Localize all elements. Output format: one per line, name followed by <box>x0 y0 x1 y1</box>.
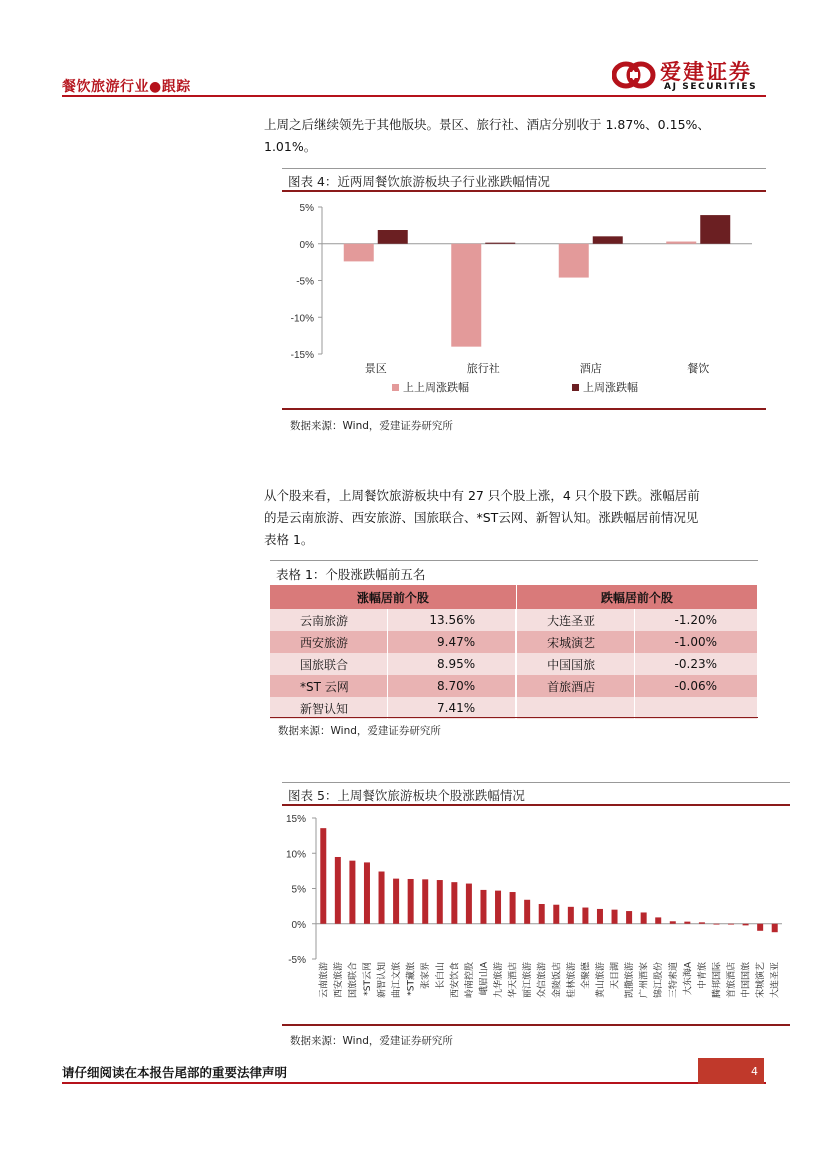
down-value: -0.06% <box>634 675 757 697</box>
bar <box>728 924 734 925</box>
figure5-top-rule <box>282 782 790 783</box>
category-label: 腾邦国际 <box>712 962 723 999</box>
category-label: 宋城演艺 <box>756 962 767 999</box>
category-label: 峨眉山A <box>479 962 490 996</box>
up-value: 8.95% <box>388 653 516 675</box>
figure5-source: 数据来源：Wind，爱建证券研究所 <box>290 1035 453 1047</box>
paragraph-2-line-3: 表格 1。 <box>264 532 314 547</box>
bar <box>485 243 515 244</box>
table1-bottom-rule <box>270 717 758 718</box>
category-label: *ST云网 <box>362 962 373 996</box>
figure5-title-rule <box>282 804 790 806</box>
category-label: 国旅联合 <box>348 962 359 999</box>
y-tick-label: -5% <box>296 276 314 288</box>
bar <box>772 924 778 932</box>
y-tick-label: 0% <box>291 919 306 931</box>
category-label: 九华旅游 <box>494 962 505 999</box>
legend-swatch <box>392 384 399 391</box>
bar <box>626 911 632 924</box>
category-label: 餐饮 <box>687 362 710 375</box>
category-label: 酒店 <box>579 362 602 375</box>
down-value: -1.00% <box>634 631 757 653</box>
up-name: 云南旅游 <box>270 609 388 631</box>
bar <box>320 828 326 924</box>
legal-disclaimer: 请仔细阅读在本报告尾部的重要法律声明 <box>62 1065 288 1080</box>
down-value <box>634 697 757 719</box>
category-label: 锦江股份 <box>654 962 665 999</box>
up-value: 13.56% <box>388 609 516 631</box>
paragraph-2-line-1: 从个股来看，上周餐饮旅游板块中有 27 只个股上涨，4 只个股下跌。涨幅居前 <box>264 488 700 503</box>
bar <box>495 891 501 924</box>
bar <box>466 884 472 924</box>
figure4-top-rule <box>282 168 766 169</box>
logo-text-cn: 爱建证券 <box>660 59 752 84</box>
page-number-badge <box>698 1058 764 1084</box>
category-label: 张家界 <box>421 962 432 990</box>
category-label: 云南旅游 <box>319 962 330 999</box>
table1-top-rule <box>270 560 758 561</box>
legend-label: 上周涨跌幅 <box>583 381 638 394</box>
figure4-title-rule <box>282 190 766 192</box>
paragraph-2 <box>264 485 768 551</box>
category-label: 广州酒家 <box>639 962 650 999</box>
figure4-chart <box>282 194 766 404</box>
header-rule <box>62 95 766 97</box>
y-tick-label: -15% <box>290 350 314 361</box>
paragraph-1-line-1: 上周之后继续领先于其他版块。景区、旅行社、酒店分别收于 1.87%、0.15%、 <box>264 117 710 132</box>
category-label: 新智认知 <box>377 962 388 999</box>
bar <box>378 230 408 244</box>
bar <box>422 879 428 923</box>
bar <box>539 904 545 924</box>
category-label: 长白山 <box>435 962 446 990</box>
category-label: 天目湖 <box>610 962 621 990</box>
bar <box>612 910 618 924</box>
down-name: 宋城演艺 <box>516 631 634 653</box>
paragraph-2-line-2: 的是云南旅游、西安旅游、国旅联合、*ST云网、新智认知。涨跌幅居前情况见 <box>264 510 699 525</box>
figure4-source: 数据来源：Wind，爱建证券研究所 <box>290 420 453 432</box>
page-number: 4 <box>751 1065 758 1078</box>
bar <box>451 244 481 347</box>
up-value: 8.70% <box>388 675 516 697</box>
table-row <box>270 653 758 675</box>
category-label: 三特索道 <box>668 962 679 999</box>
bar <box>568 907 574 924</box>
category-label: 黄山旅游 <box>595 962 606 999</box>
category-label: 大连圣亚 <box>770 962 781 999</box>
footer-rule <box>62 1082 766 1084</box>
paragraph-1-line-2: 1.01%。 <box>264 139 317 154</box>
bar <box>597 909 603 924</box>
bar <box>713 924 719 925</box>
category-label: 岭南控股 <box>464 962 475 999</box>
y-tick-label: -5% <box>288 955 306 966</box>
category-label: 金陵饭店 <box>552 962 563 999</box>
category-label: 大东海A <box>683 962 694 996</box>
y-tick-label: 5% <box>299 203 314 214</box>
category-label: 桂林旅游 <box>566 962 577 999</box>
table-row <box>270 697 758 719</box>
up-value: 9.47% <box>388 631 516 653</box>
category-label: 中国国旅 <box>741 962 752 999</box>
table1-header-down: 跌幅居前个股 <box>516 585 757 609</box>
bar <box>335 857 341 924</box>
y-tick-label: 15% <box>285 814 306 825</box>
down-name: 大连圣亚 <box>516 609 634 631</box>
y-tick-label: 5% <box>291 884 306 896</box>
y-tick-label: -10% <box>290 313 314 325</box>
logo-text-en: AJ SECURITIES <box>664 82 758 92</box>
category-label: 凯撒旅游 <box>625 962 636 999</box>
legend-swatch <box>572 384 579 391</box>
table1-title: 表格 1：个股涨跌幅前五名 <box>276 567 426 582</box>
table-row <box>270 631 758 653</box>
category-label: 景区 <box>364 362 387 375</box>
category-label: 丽江旅游 <box>523 962 534 999</box>
table1 <box>270 585 758 719</box>
figure5-bottom-rule <box>282 1024 790 1026</box>
bar <box>524 900 530 924</box>
section-title: 餐饮旅游行业●跟踪 <box>62 79 191 95</box>
down-name <box>516 697 634 719</box>
up-name: *ST 云网 <box>270 675 388 697</box>
table-row <box>270 609 758 631</box>
down-value: -0.23% <box>634 653 757 675</box>
table1-header-up: 涨幅居前个股 <box>270 585 516 609</box>
down-value: -1.20% <box>634 609 757 631</box>
bar <box>437 880 443 924</box>
category-label: *ST藏旅 <box>406 962 417 996</box>
aj-logo-icon <box>612 60 656 90</box>
bar <box>670 921 676 923</box>
bar <box>393 879 399 924</box>
bar <box>451 882 457 924</box>
bar <box>593 236 623 243</box>
bar <box>641 912 647 923</box>
down-name: 中国国旅 <box>516 653 634 675</box>
category-label: 旅行社 <box>466 362 500 375</box>
bar <box>510 892 516 924</box>
category-label: 首旅酒店 <box>727 962 738 999</box>
figure4-title: 图表 4：近两周餐饮旅游板块子行业涨跌幅情况 <box>288 174 550 189</box>
bar <box>700 215 730 244</box>
y-tick-label: 0% <box>299 239 314 251</box>
category-label: 众信旅游 <box>537 962 548 999</box>
bar <box>699 922 705 923</box>
table1-header-row <box>270 585 758 609</box>
bar <box>666 242 696 244</box>
category-label: 华天酒店 <box>508 962 519 999</box>
category-label: 西安旅游 <box>333 962 344 999</box>
y-tick-label: 10% <box>285 849 306 861</box>
figure4-bottom-rule <box>282 408 766 410</box>
up-name: 西安旅游 <box>270 631 388 653</box>
category-label: 全聚德 <box>581 962 592 990</box>
bar <box>655 917 661 923</box>
down-name: 首旅酒店 <box>516 675 634 697</box>
bar <box>582 908 588 924</box>
table1-source: 数据来源：Wind，爱建证券研究所 <box>278 725 441 737</box>
bar <box>349 861 355 924</box>
up-value: 7.41% <box>388 697 516 719</box>
bar <box>480 890 486 924</box>
bar <box>344 244 374 262</box>
bar <box>364 862 370 923</box>
bar <box>757 924 763 931</box>
up-name: 新智认知 <box>270 697 388 719</box>
category-label: 中青旅 <box>697 962 708 990</box>
bar <box>559 244 589 278</box>
table-row <box>270 675 758 697</box>
category-label: 曲江文旅 <box>392 962 403 999</box>
bar <box>684 922 690 924</box>
figure5-chart <box>282 808 790 1024</box>
bar <box>743 924 749 926</box>
paragraph-1 <box>264 114 768 158</box>
bar <box>553 905 559 924</box>
up-name: 国旅联合 <box>270 653 388 675</box>
bar <box>408 879 414 924</box>
bar <box>379 872 385 924</box>
category-label: 西安饮食 <box>450 962 461 999</box>
figure5-title: 图表 5：上周餐饮旅游板块个股涨跌幅情况 <box>288 788 525 803</box>
legend-label: 上上周涨跌幅 <box>403 381 469 394</box>
